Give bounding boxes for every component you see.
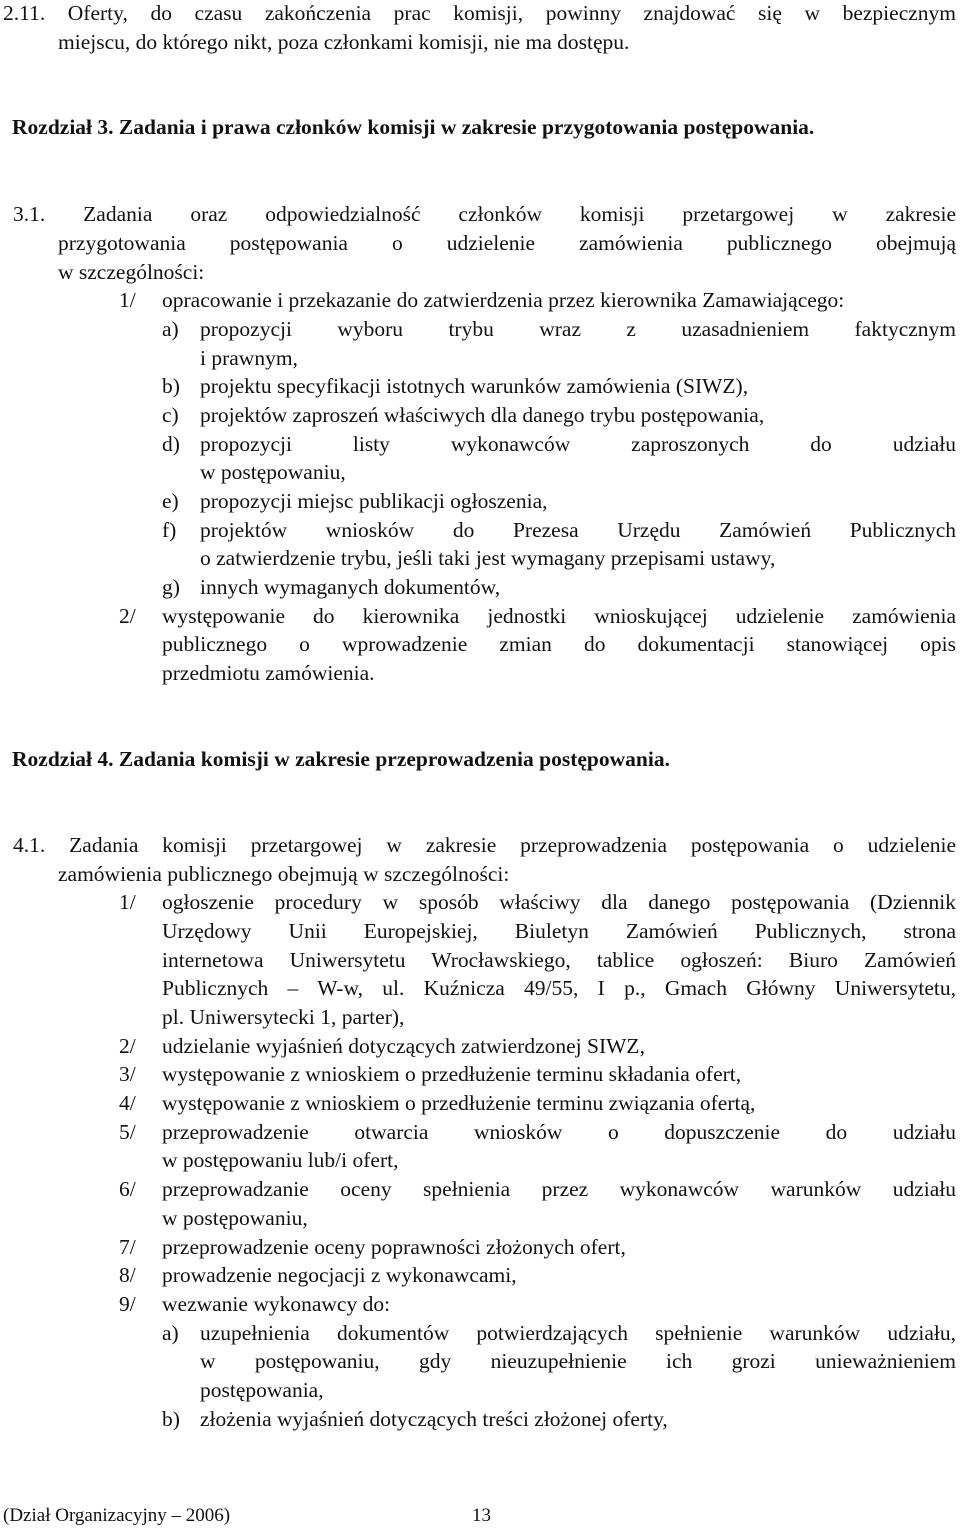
sublist-item-text: i prawnym,	[200, 346, 298, 370]
sublist-marker: a)	[162, 1321, 179, 1345]
sublist-item-text: propozycji miejsc publikacji ogłoszenia,	[200, 489, 548, 513]
paragraph-line: zamówienia publicznego obejmują w szczególności:	[58, 862, 510, 886]
sublist-item-text: innych wymaganych dokumentów,	[200, 575, 501, 599]
list-marker: 2/	[119, 1034, 136, 1058]
sublist-item-text: w postępowaniu, gdy nieuzupełnienie ich grozi unieważnieniem	[200, 1349, 956, 1373]
sublist-item-text: złożenia wyjaśnień dotyczących treści złożonej oferty,	[200, 1407, 668, 1431]
list-item-text: występowanie do kierownika jednostki wnioskującej udzielenie zamówienia	[162, 604, 956, 628]
sublist-marker: a)	[162, 317, 179, 341]
list-item-text: prowadzenie negocjacji z wykonawcami,	[162, 1263, 517, 1287]
sublist-marker: b)	[162, 1407, 180, 1431]
list-item-text: występowanie z wnioskiem o przedłużenie terminu składania ofert,	[162, 1062, 742, 1086]
paragraph-line: przygotowania postępowania o udzielenie zamówienia publicznego obejmują	[58, 231, 956, 255]
list-item-text: w postępowaniu,	[162, 1206, 308, 1230]
list-marker: 2/	[119, 604, 136, 628]
page-number: 13	[472, 1505, 491, 1526]
sublist-marker: g)	[162, 575, 180, 599]
list-item-text: przeprowadzenie oceny poprawności złożonych ofert,	[162, 1235, 626, 1259]
sublist-marker: d)	[162, 432, 180, 456]
paragraph-line: miejscu, do którego nikt, poza członkami komisji, nie ma dostępu.	[58, 30, 630, 54]
list-marker: 1/	[119, 890, 136, 914]
list-item-text: Urzędowy Unii Europejskiej, Biuletyn Zamówień Publicznych, strona	[162, 919, 956, 943]
list-marker: 6/	[119, 1177, 136, 1201]
sublist-marker: c)	[162, 403, 179, 427]
list-item-text: wezwanie wykonawcy do:	[162, 1292, 391, 1316]
list-item-text: przeprowadzenie otwarcia wniosków o dopuszczenie do udziału	[162, 1120, 956, 1144]
list-marker: 4/	[119, 1091, 136, 1115]
chapter-heading: Rozdział 3. Zadania i prawa członków komisji w zakresie przygotowania postępowania.	[12, 115, 815, 139]
list-item-text: przedmiotu zamówienia.	[162, 661, 375, 685]
paragraph-line: 3.1. Zadania oraz odpowiedzialność członków komisji przetargowej w zakresie	[13, 202, 956, 226]
list-marker: 1/	[119, 288, 136, 312]
list-marker: 7/	[119, 1235, 136, 1259]
sublist-item-text: w postępowaniu,	[200, 460, 346, 484]
list-item-text: publicznego o wprowadzenie zmian do dokumentacji stanowiącej opis	[162, 632, 956, 656]
sublist-item-text: postępowania,	[200, 1378, 324, 1402]
list-item-text: występowanie z wnioskiem o przedłużenie terminu związania ofertą,	[162, 1091, 756, 1115]
sublist-item-text: projektu specyfikacji istotnych warunków zamówienia (SIWZ),	[200, 374, 749, 398]
list-item-text: pl. Uniwersytecki 1, parter),	[162, 1005, 405, 1029]
sublist-marker: e)	[162, 489, 179, 513]
sublist-marker: f)	[162, 518, 177, 542]
sublist-item-text: projektów wniosków do Prezesa Urzędu Zamówień Publicznych	[200, 518, 956, 542]
list-item-text: Publicznych – W-w, ul. Kuźnicza 49/55, I p., Gmach Główny Uniwersytetu,	[162, 976, 956, 1000]
sublist-item-text: o zatwierdzenie trybu, jeśli taki jest wymagany przepisami ustawy,	[200, 546, 776, 570]
list-item-text: przeprowadzanie oceny spełnienia przez wykonawców warunków udziału	[162, 1177, 956, 1201]
list-item-text: udzielanie wyjaśnień dotyczących zatwierdzonej SIWZ,	[162, 1034, 645, 1058]
list-marker: 9/	[119, 1292, 136, 1316]
footer-department: (Dział Organizacyjny – 2006)	[3, 1505, 231, 1526]
list-item-text: ogłoszenie procedury w sposób właściwy dla danego postępowania (Dziennik	[162, 890, 956, 914]
sublist-item-text: projektów zaproszeń właściwych dla danego trybu postępowania,	[200, 403, 765, 427]
sublist-item-text: propozycji listy wykonawców zaproszonych do udziału	[200, 432, 956, 456]
paragraph-line: 2.11. Oferty, do czasu zakończenia prac komisji, powinny znajdować się w bezpiecznym	[3, 1, 956, 25]
sublist-item-text: propozycji wyboru trybu wraz z uzasadnieniem faktycznym	[200, 317, 956, 341]
sublist-marker: b)	[162, 374, 180, 398]
list-item-text: internetowa Uniwersytetu Wrocławskiego, tablice ogłoszeń: Biuro Zamówień	[162, 948, 956, 972]
list-item-text: opracowanie i przekazanie do zatwierdzenia przez kierownika Zamawiającego:	[162, 288, 845, 312]
list-marker: 3/	[119, 1062, 136, 1086]
chapter-heading: Rozdział 4. Zadania komisji w zakresie przeprowadzenia postępowania.	[12, 747, 670, 771]
list-marker: 8/	[119, 1263, 136, 1287]
paragraph-line: 4.1. Zadania komisji przetargowej w zakresie przeprowadzenia postępowania o udzielenie	[13, 833, 956, 857]
sublist-item-text: uzupełnienia dokumentów potwierdzających spełnienie warunków udziału,	[200, 1321, 956, 1345]
list-item-text: w postępowaniu lub/i ofert,	[162, 1148, 399, 1172]
list-marker: 5/	[119, 1120, 136, 1144]
paragraph-line: w szczególności:	[58, 260, 205, 284]
